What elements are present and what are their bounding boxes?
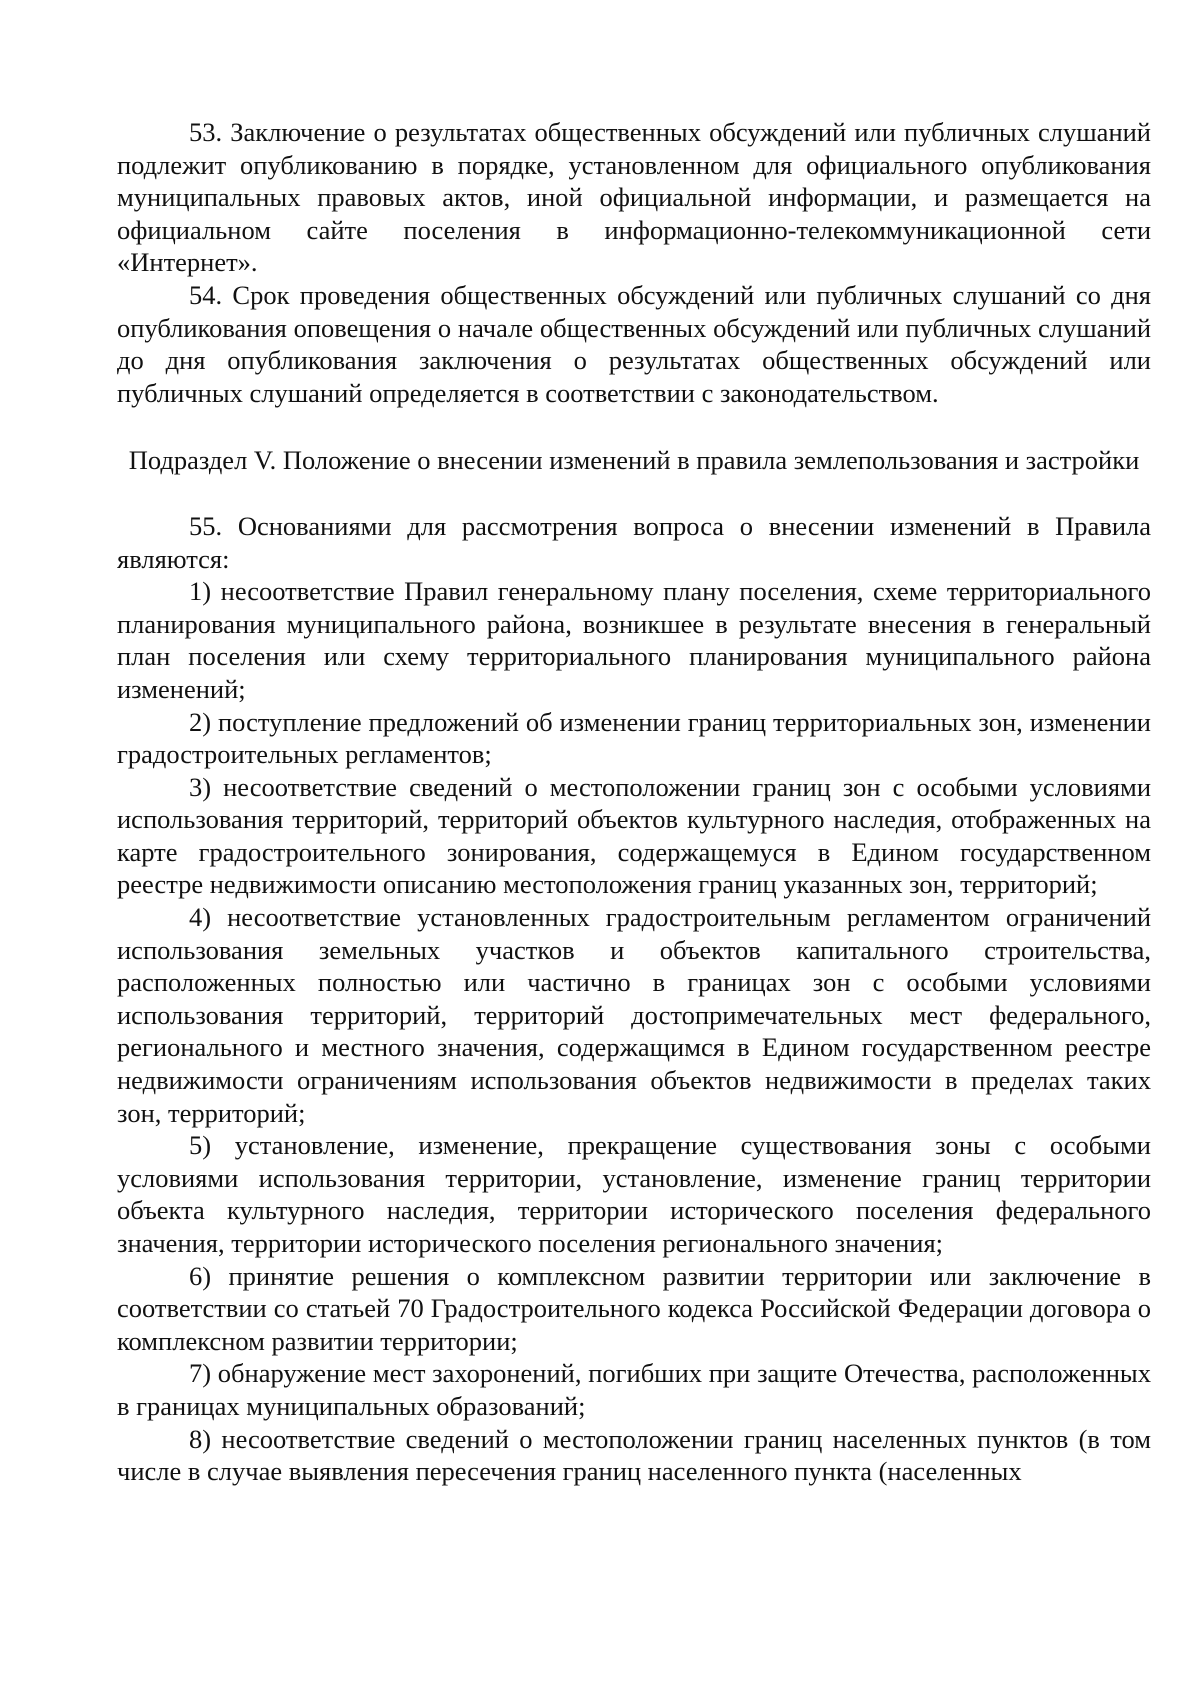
list-item-6: 6) принятие решения о комплексном развитии территории или заключение в соответствии со статьей 70 Градостроительного кодекса Российской Федерации договора о комплексном развитии территории; [117, 1260, 1151, 1356]
paragraph-54: 54. Срок проведения общественных обсуждений или публичных слушаний со дня опубликования оповещения о начале общественных обсуждений или публичных слушаний до дня опубликования заключения о результатах общественных обсуждений или публичных слушаний определяется в соответствии с законодательством. [117, 279, 1151, 408]
document-page [117, 116, 1151, 1488]
paragraph-55: 55. Основаниями для рассмотрения вопроса о внесении изменений в Правила являются: [117, 510, 1151, 574]
list-item-8: 8) несоответствие сведений о местоположении границ населенных пунктов (в том числе в случае выявления пересечения границ населенного пункта (населенных [117, 1423, 1151, 1487]
list-item-5: 5) установление, изменение, прекращение существования зоны с особыми условиями использования территории, установление, изменение границ территории объекта культурного наследия, территории исторического поселения федерального значения, территории исторического поселения регионального значения; [117, 1130, 1151, 1258]
list-item-7: 7) обнаружение мест захоронений, погибших при защите Отечества, расположенных в границах муниципальных образований; [117, 1358, 1151, 1421]
list-item-2: 2) поступление предложений об изменении границ территориальных зон, изменении градостроительных регламентов; [117, 706, 1151, 770]
paragraph-53: 53. Заключение о результатах общественных обсуждений или публичных слушаний подлежит опубликованию в порядке, установленном для официального опубликования муниципальных правовых актов, иной официальной информации, и размещается на официальном сайте поселения в информационно-телекоммуникационной сети «Интернет». [117, 117, 1151, 278]
list-item-3: 3) несоответствие сведений о местоположении границ зон с особыми условиями использования территорий, территорий объектов культурного наследия, отображенных на карте градостроительного зонирования, содержащемуся в Едином государственном реестре недвижимости описанию местоположения границ указанных зон, территорий; [117, 771, 1151, 900]
section-heading: Подраздел V. Положение о внесении изменений в правила землепользования и застройки [128, 445, 1140, 476]
list-item-1: 1) несоответствие Правил генеральному плану поселения, схеме территориального планирования муниципального района, возникшее в результате внесения в генеральный план поселения или схему территориального планирования муниципального района изменений; [117, 576, 1151, 704]
list-item-4: 4) несоответствие установленных градостроительным регламентом ограничений использования земельных участков и объектов капитального строительства, расположенных полностью или частично в границах зон с особыми условиями использования территорий, территорий достопримечательных мест федерального, регионального и местного значения, содержащимся в Едином государственном реестре недвижимости ограничениям использования объектов недвижимости в пределах таких зон, территорий; [117, 902, 1151, 1128]
